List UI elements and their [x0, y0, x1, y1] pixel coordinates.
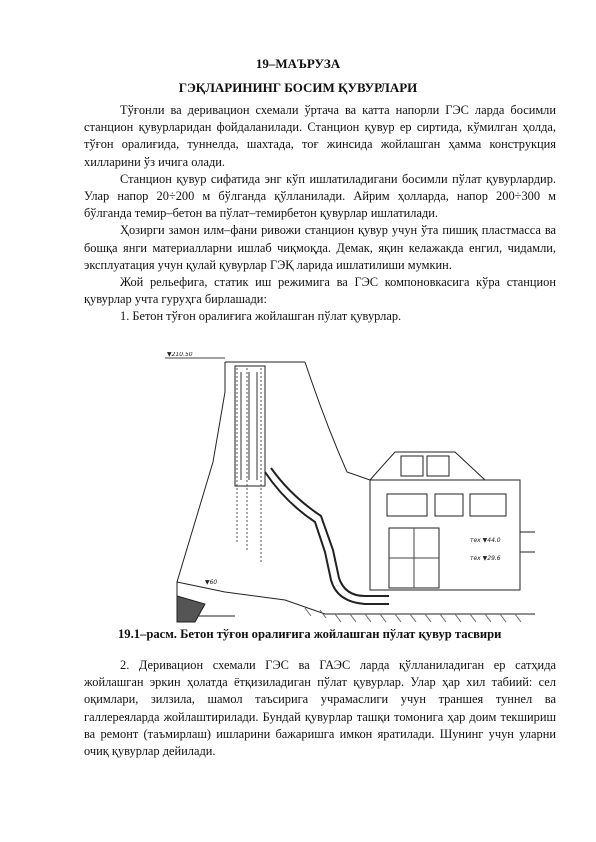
- dam-outline: [177, 362, 235, 616]
- paragraph: Ҳозирги замон илм–фани ривожи станцион қувур учун ўта пишиқ пластмасса ва бошқа янги материалларни ишлаб чиқмоқда. Демак, яқин келажакда енгил, чидамли, эксплуатация учун қулай қувурлар ГЭҚ ларида ишлатилиши мумкин.: [84, 223, 556, 272]
- elevation-label-tail-2: тех ▼29.6: [470, 555, 501, 562]
- paragraph: 1. Бетон тўғон оралиғига жойлашган пўлат қувурлар.: [120, 309, 402, 324]
- elevation-label-tail-1: тех ▼44.0: [470, 537, 501, 544]
- intro-text: [84, 102, 556, 326]
- dam-penstock-drawing: [165, 352, 545, 626]
- section-2-text: [84, 657, 556, 760]
- dam-downstream-face: [305, 362, 370, 480]
- figure-caption: 19.1–расм. Бетон тўғон оралиғига жойлашган пўлат қувур тасвири: [118, 627, 502, 641]
- foundation-line: [177, 582, 535, 614]
- paragraph: Тўғонли ва деривацион схемали ўртача ва катта напорли ГЭС ларда босимли станцион қувурларидан фойдаланилади. Станцион қувур ер сиртида, кўмилган ҳолда, тўғон оралиғида, туннелда, шахтада, тоғ жинсида жойлашган ҳамма конструкция хилларини ўз ичига олади.: [84, 103, 556, 169]
- elevation-label-top: ▼210.50: [167, 352, 193, 358]
- paragraph: 2. Деривацион схемали ГЭС ва ГАЭС ларда қўлланиладиган ер сатҳида жойлашган эркин ҳолатда ётқизиладиган пўлат қувурлар. Улар ҳар хил табиий: сел оқимлари, зилзила, шамол таъсирига учрамаслиги учун траншея туннел ва галлереяларда жойлаштирилади. Бундай қувурлар ташқи томонига ҳар доим текшириш ва ремонт (таъмирлаш) ишларини бажаришга имкон яратилади. Шунинг учун уларни очиқ қувурлар дейилади.: [84, 658, 556, 759]
- rock-hatching: [177, 596, 205, 622]
- lecture-title: ГЭҚЛАРИНИНГ БОСИМ ҚУВУРЛАРИ: [178, 80, 418, 95]
- paragraph: Станцион қувур сифатида энг кўп ишлатиладигани босимли пўлат қувурлардир. Улар напор 20÷200 м бўлганда қўлланилади. Айрим ҳолларда, напор 200÷300 м бўлганда темир–бетон ва пўлат–темирбетон қувурлар ишлатилади.: [84, 171, 556, 221]
- powerhouse: [370, 480, 520, 590]
- lecture-number: 19–МАЪРУЗА: [255, 56, 341, 71]
- elevation-label-bottom: ▼60: [205, 579, 218, 586]
- paragraph: Жой рельефига, статик иш режимига ва ГЭС компоновкасига кўра станцион қувурлар учта гуруҳга бирлашади:: [84, 275, 556, 307]
